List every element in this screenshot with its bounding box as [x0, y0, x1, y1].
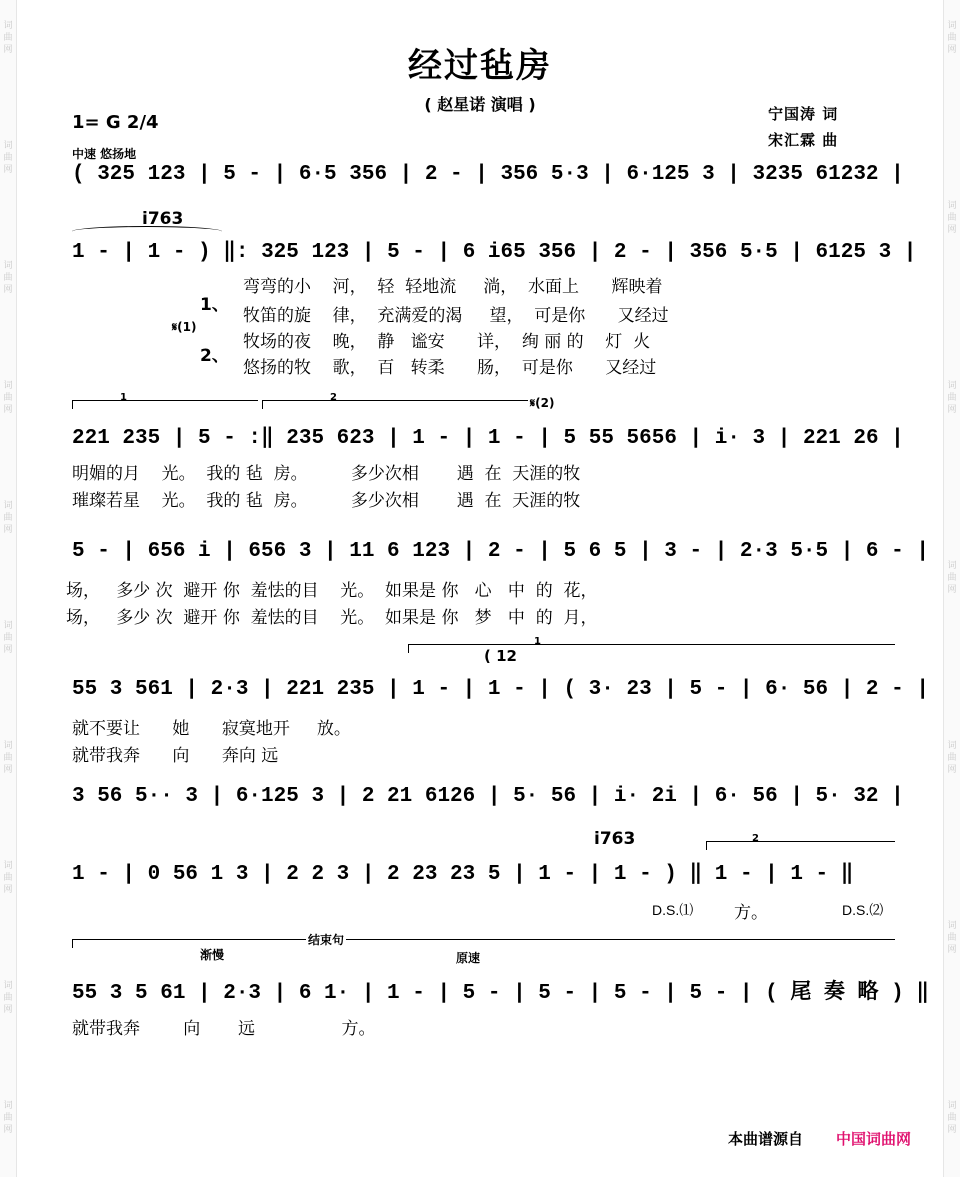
watermark: 词曲网: [3, 21, 13, 55]
lyric-line: 璀璨若星 光。 我的 毡 房。 多少次相 遇 在 天涯的牧: [72, 491, 581, 511]
right-watermark-strip: [943, 0, 960, 1177]
watermark: 词曲网: [947, 921, 957, 955]
grace-notes: i763: [142, 209, 184, 229]
watermark: 词曲网: [3, 1101, 13, 1135]
score-row-3: 221 235 | 5 - :‖ 235 623 | 1 - | 1 - | 5 55 5656 | i· 3 | 221 26 |: [72, 427, 904, 450]
lyric-line: 弯弯的小 河， 轻 轻地流 淌， 水面上 辉映着: [243, 277, 663, 297]
original-tempo-label: 原速: [456, 951, 481, 965]
left-watermark-strip: [0, 0, 17, 1177]
lyric-line: 明媚的月 光。 我的 毡 房。 多少次相 遇 在 天涯的牧: [72, 464, 581, 484]
watermark: 词曲网: [947, 21, 957, 55]
watermark: 词曲网: [3, 741, 13, 775]
lyric-line: 场， 多少 次 避开 你 羞怯的目 光。 如果是 你 梦 中 的 月，: [66, 608, 598, 628]
composer-credit: 宋汇霖 曲: [768, 131, 839, 149]
watermark: 词曲网: [947, 381, 957, 415]
lyric-ending: 方。: [734, 903, 768, 923]
lyric-line: 场， 多少 次 避开 你 羞怯的目 光。 如果是 你 心 中 的 花，: [66, 581, 598, 601]
score-row-6: 3 56 5·· 3 | 6·125 3 | 2 21 6126 | 5· 56 | i· 2i | 6· 56 | 5· 32 |: [72, 785, 904, 808]
watermark: 词曲网: [3, 261, 13, 295]
key-signature: 1= G 2/4: [72, 112, 159, 133]
lyric-line: 牧笛的旋 律， 充满爱的渴 望， 可是你 又经过: [243, 306, 669, 326]
performer: ( 赵星诺 演唱 ): [424, 95, 536, 114]
grace-notes: i763: [594, 829, 636, 849]
segno-2: 𝄋(2): [530, 396, 555, 410]
score-row-final: 55 3 5 61 | 2·3 | 6 1· | 1 - | 5 - | 5 - | 5 - | 5 - | ( 尾 奏 略 ) ‖: [72, 982, 929, 1005]
source-brand[interactable]: 中国词曲网: [836, 1130, 912, 1148]
song-title: 经过毡房: [408, 46, 552, 86]
lyric-line: 就带我奔 向 奔向 远: [72, 746, 279, 766]
watermark: 词曲网: [947, 741, 957, 775]
watermark: 词曲网: [947, 201, 957, 235]
ending-label: 结束句: [308, 933, 345, 947]
lyricist-credit: 宁国涛 词: [768, 105, 839, 123]
volta-2-end: [706, 841, 895, 850]
slow-label: 渐慢: [200, 948, 225, 962]
volta-2-label: 2: [330, 392, 337, 403]
watermark: 词曲网: [3, 621, 13, 655]
volta-1: [72, 400, 258, 409]
lyric-line: 就带我奔 向 远 方。: [72, 1019, 376, 1039]
score-row-2: 1 - | 1 - ) ‖: 325 123 | 5 - | 6 i65 356 | 2 - | 356 5·5 | 6125 3 |: [72, 241, 917, 264]
source-label: 本曲谱源自: [728, 1130, 804, 1148]
ending-bracket: [72, 939, 895, 948]
ds-2-mark: D.S.⑵: [842, 902, 884, 918]
lyric-line: 牧场的夜 晚， 静 谧安 详， 绚 丽 的 灯 火: [243, 332, 651, 352]
ds-1-mark: D.S.⑴: [652, 902, 694, 918]
volta-1-label: 1: [120, 392, 127, 403]
watermark: 词曲网: [3, 861, 13, 895]
verse-label-1: 1、: [200, 295, 229, 315]
verse-label-2: 2、: [200, 346, 229, 366]
tie-arc: [72, 226, 222, 237]
volta-b-label: 1: [534, 636, 541, 647]
score-row-7: 1 - | 0 56 1 3 | 2 2 3 | 2 23 23 5 | 1 - | 1 - ) ‖ 1 - | 1 - ‖: [72, 863, 854, 886]
lyric-line: 悠扬的牧 歌， 百 转柔 肠， 可是你 又经过: [243, 358, 657, 378]
score-row-4: 5 - | 656 i | 656 3 | 11 6 123 | 2 - | 5 6 5 | 3 - | 2·3 5·5 | 6 - |: [72, 540, 929, 563]
watermark: 词曲网: [3, 141, 13, 175]
lyric-line: 就不要让 她 寂寞地开 放。: [72, 719, 351, 739]
watermark: 词曲网: [3, 501, 13, 535]
watermark: 词曲网: [947, 1101, 957, 1135]
tempo-marking: 中速 悠扬地: [72, 147, 137, 161]
volta-12-label: ( 12: [484, 647, 517, 665]
score-row-5: 55 3 561 | 2·3 | 221 235 | 1 - | 1 - | ( 3· 23 | 5 - | 6· 56 | 2 - |: [72, 678, 929, 701]
watermark: 词曲网: [3, 981, 13, 1015]
segno-1: 𝄋(1): [172, 320, 197, 334]
volta-2: [262, 400, 528, 409]
watermark: 词曲网: [947, 561, 957, 595]
watermark: 词曲网: [3, 381, 13, 415]
volta-2-end-label: 2: [752, 833, 759, 844]
volta-bracket: [408, 644, 895, 653]
score-row-1: ( 325 123 | 5 - | 6·5 356 | 2 - | 356 5·3 | 6·125 3 | 3235 61232 |: [72, 163, 904, 186]
